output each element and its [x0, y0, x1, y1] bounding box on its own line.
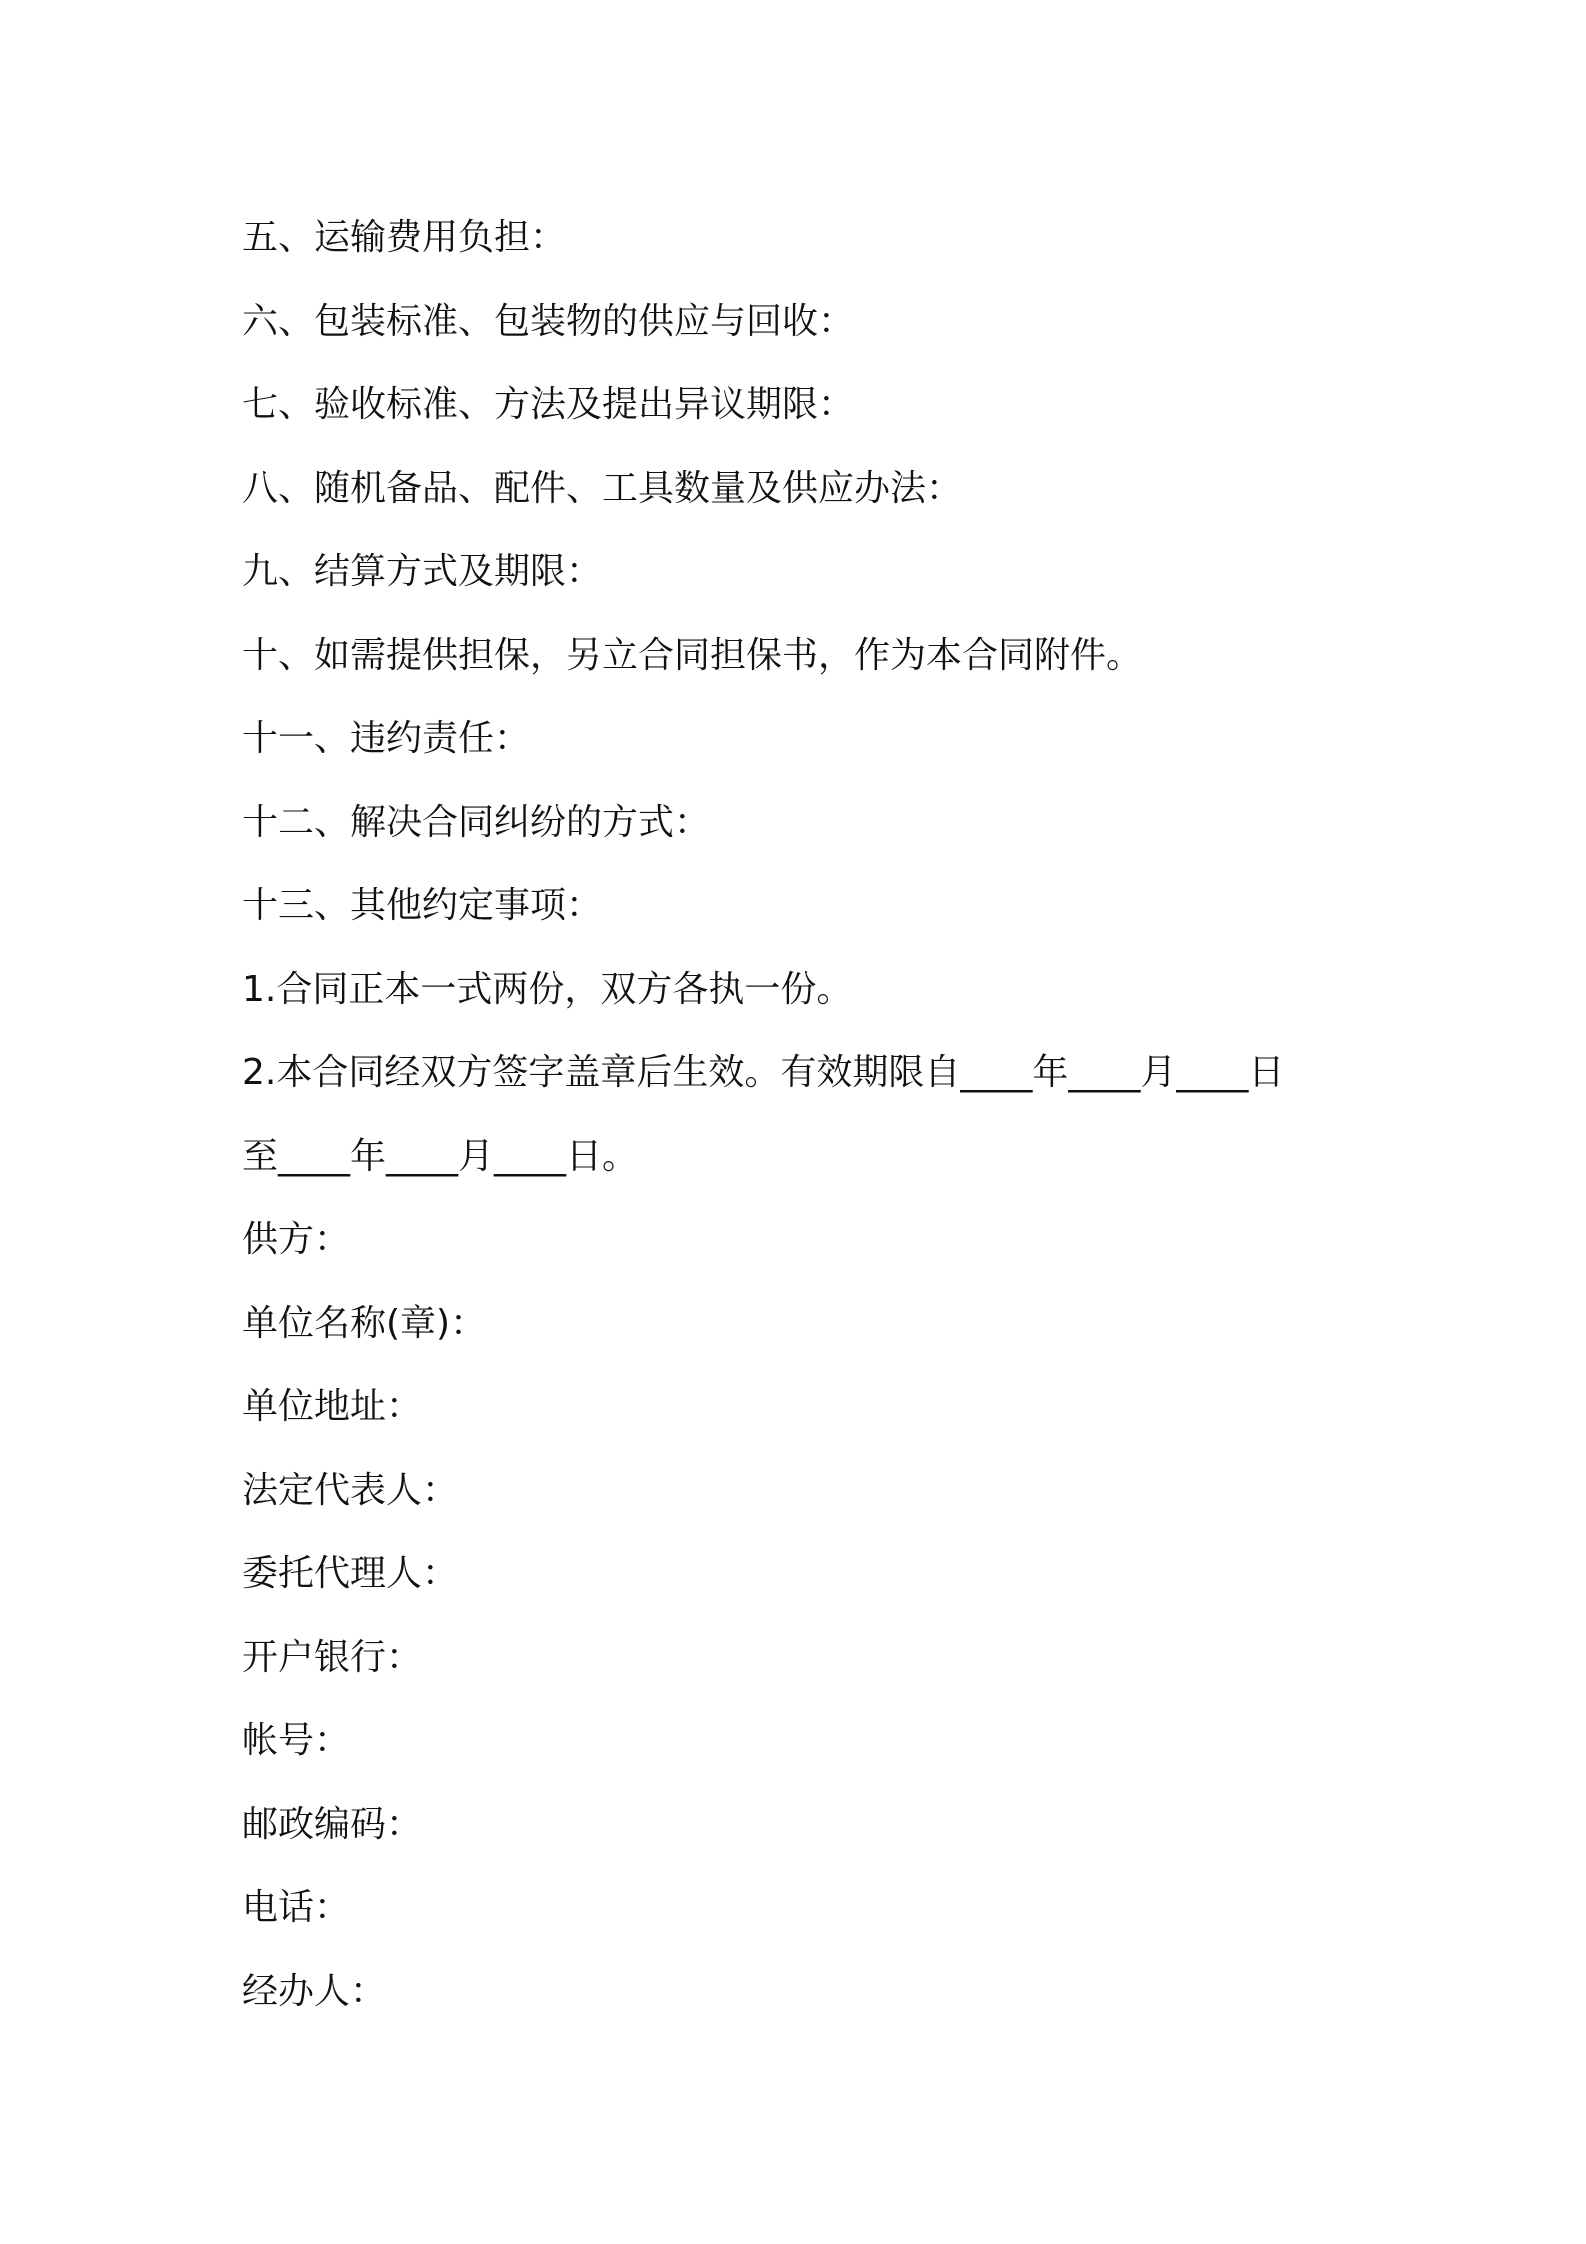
contract-body — [242, 196, 1352, 2033]
clause-dispute: 十二、解决合同纠纷的方式： — [242, 801, 711, 843]
supplier-field-address: 单位地址： — [242, 1386, 423, 1427]
clause-packaging: 六、包装标准、包装物的供应与回收： — [242, 300, 855, 342]
supplier-field-agent: 委托代理人： — [242, 1553, 459, 1594]
clause-guarantee: 十、如需提供担保，另立合同担保书，作为本合同附件。 — [242, 634, 1143, 676]
clause-other: 十三、其他约定事项： — [242, 885, 603, 926]
clause-settlement: 九、结算方式及期限： — [242, 551, 603, 592]
supplier-field-handler: 经办人： — [242, 1970, 387, 2012]
clause-breach: 十一、违约责任： — [242, 718, 531, 759]
supplier-field-bank: 开户银行： — [242, 1636, 423, 1678]
supplier-field-legal-rep: 法定代表人： — [242, 1469, 459, 1511]
clause-spare-parts: 八、随机备品、配件、工具数量及供应办法： — [242, 467, 963, 509]
supplier-field-phone: 电话： — [242, 1887, 351, 1928]
supplier-field-account: 帐号： — [242, 1720, 351, 1761]
term-validity: 2.本合同经双方签字盖章后生效。有效期限自____年____月____日 — [242, 1052, 1285, 1093]
term-copies: 1.合同正本一式两份，双方各执一份。 — [242, 968, 853, 1010]
supplier-field-postcode: 邮政编码： — [242, 1803, 423, 1845]
clause-transport-cost: 五、运输费用负担： — [242, 217, 567, 258]
term-validity-end: 至____年____月____日。 — [242, 1135, 639, 1177]
supplier-heading: 供方： — [242, 1219, 351, 1260]
clause-acceptance: 七、验收标准、方法及提出异议期限： — [242, 384, 855, 425]
supplier-field-company-name: 单位名称(章)： — [242, 1302, 487, 1344]
